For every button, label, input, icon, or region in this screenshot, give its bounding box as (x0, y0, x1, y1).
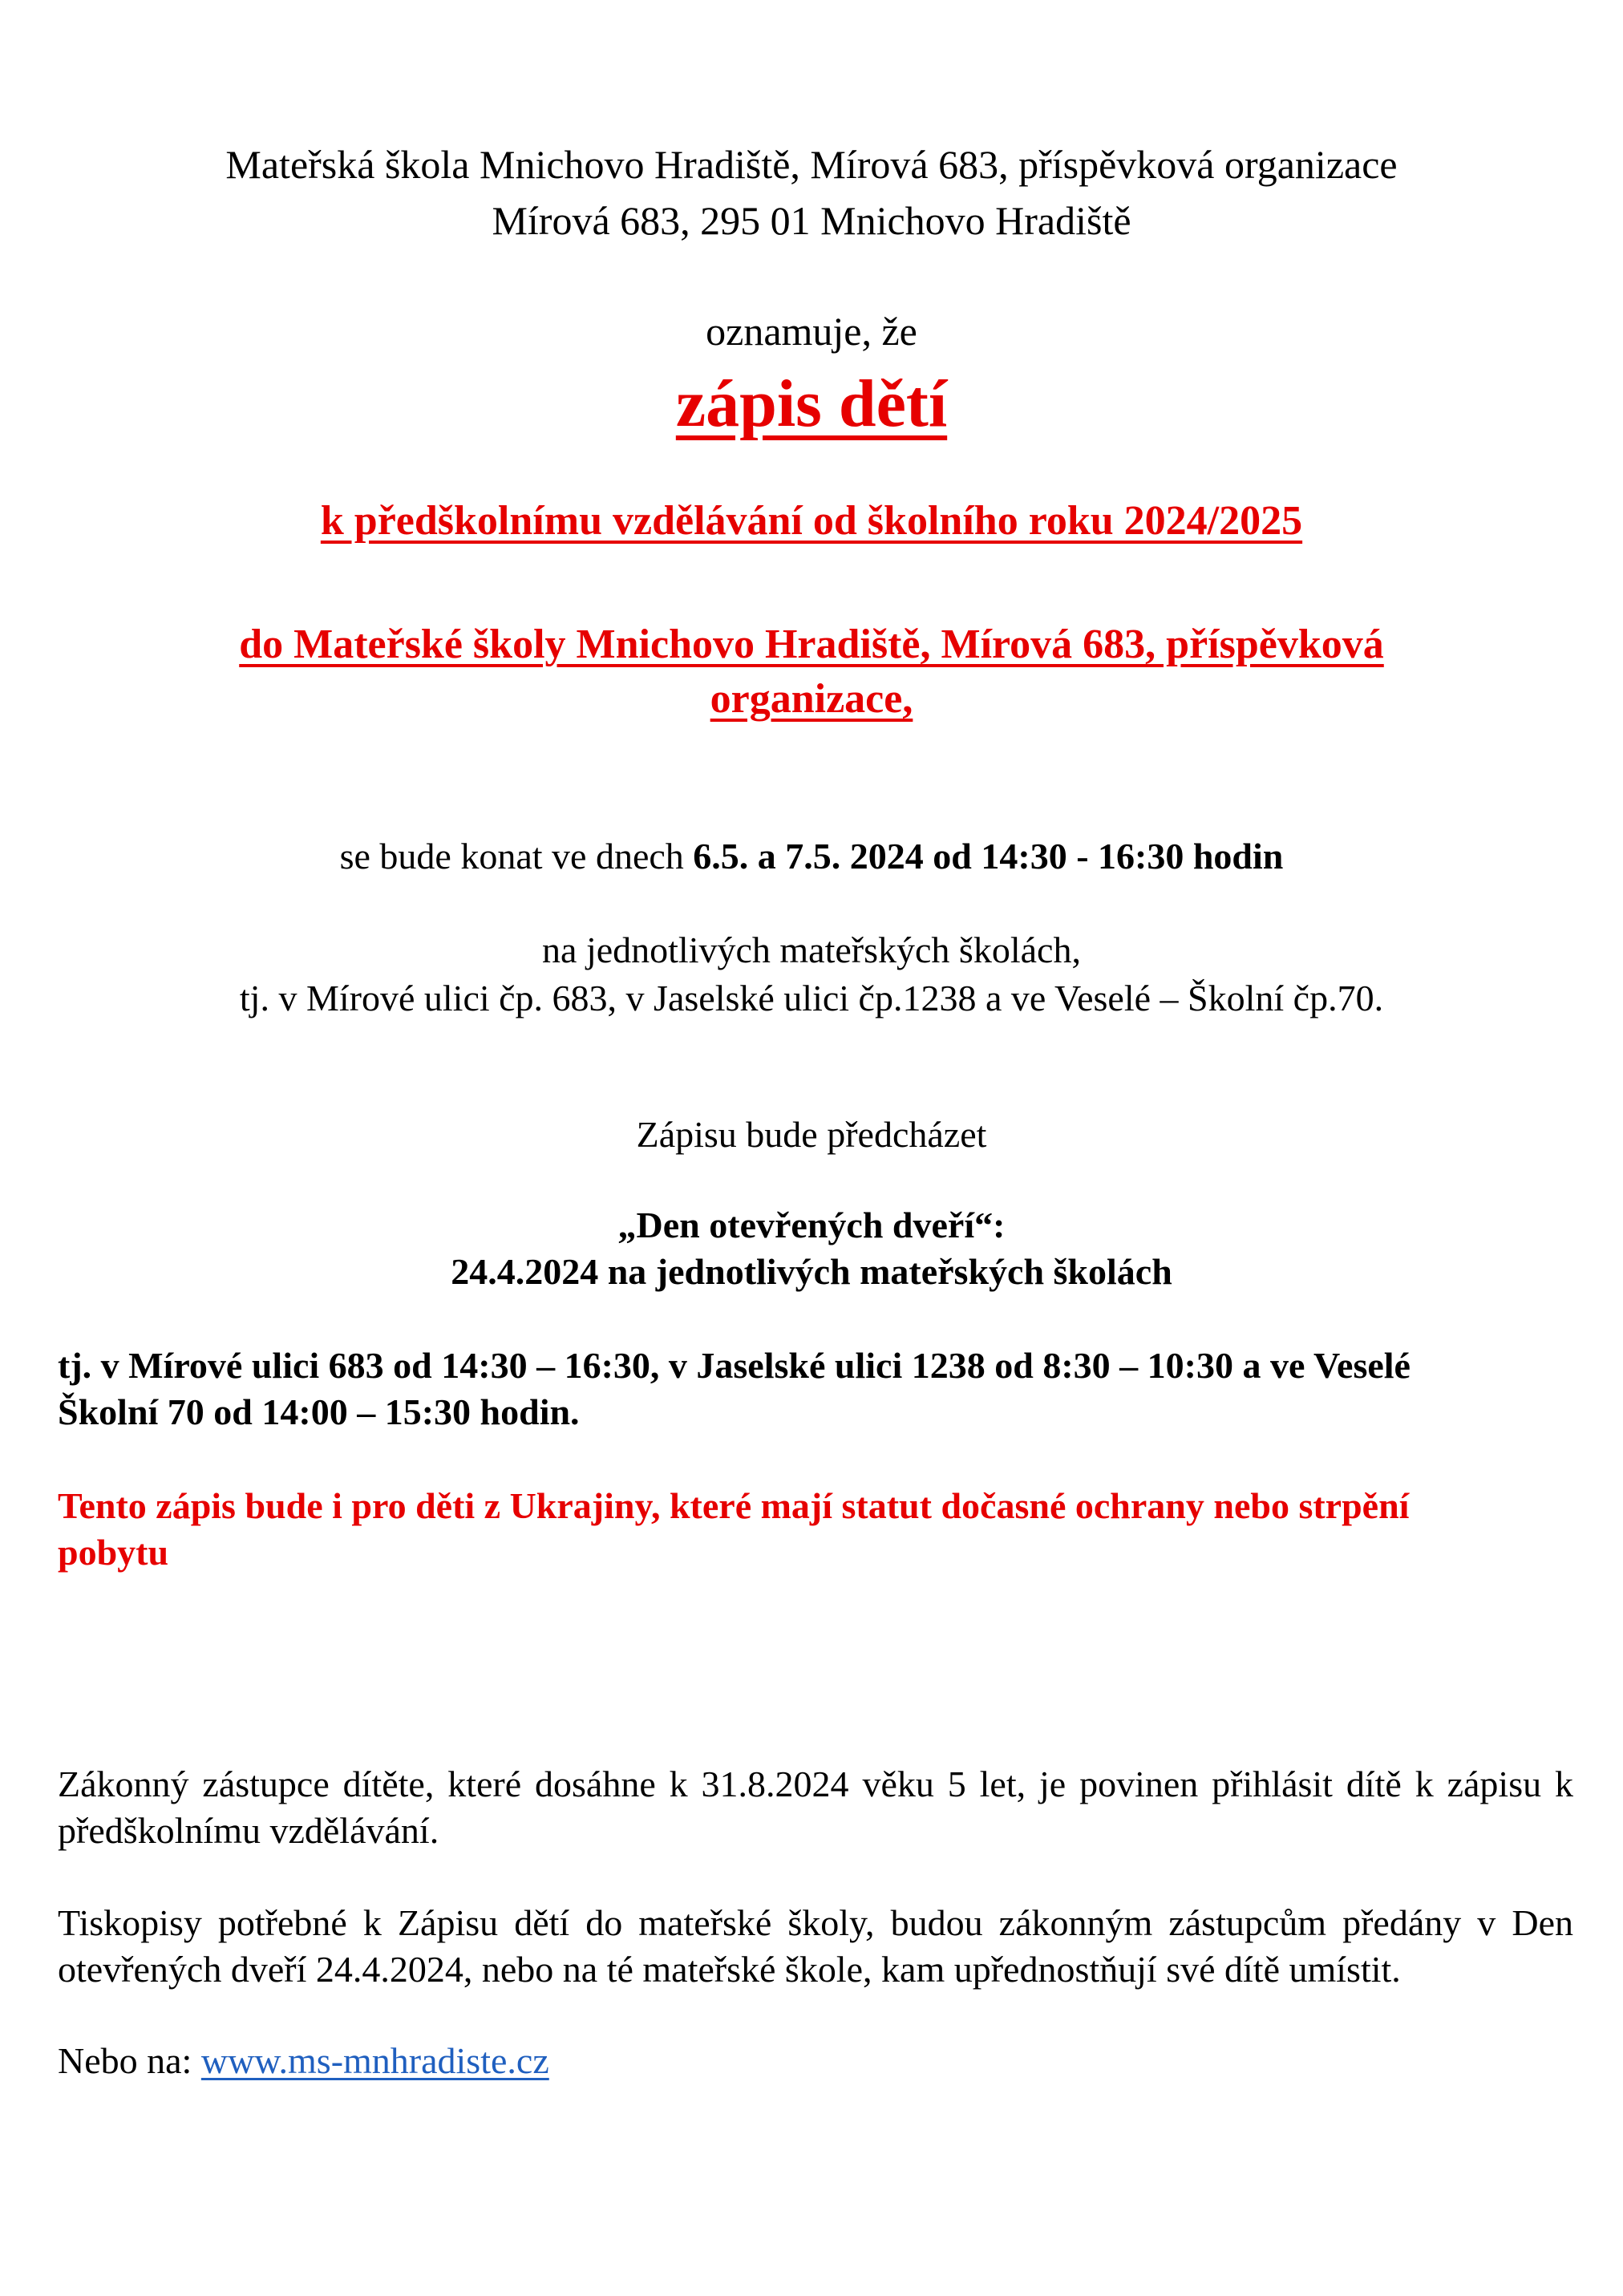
header-line-2: Mírová 683, 295 01 Mnichovo Hradiště (492, 198, 1131, 243)
open-day-title: „Den otevřených dveří“: (617, 1205, 1006, 1245)
legal-paragraph: Zákonný zástupce dítěte, které dosáhne k 31.8.2024 věku 5 let, je povinen přihlásit dítě k zápisu k předškolnímu vzdělávání. (58, 1764, 1573, 1851)
header-line-1: Mateřská škola Mnichovo Hradiště, Mírová 683, příspěvková organizace (225, 142, 1398, 187)
open-day-date: 24.4.2024 na jednotlivých mateřských školách (451, 1251, 1172, 1292)
announce-title-wrap (0, 366, 1623, 441)
website-link[interactable]: www.ms-mnhradiste.cz (200, 2040, 549, 2081)
open-day-times-line-1: tj. v Mírové ulici 683 od 14:30 – 16:30, v Jaselské ulici 1238 od 8:30 – 10:30 a ve Veselé (58, 1345, 1411, 1386)
announce-title: zápis dětí (675, 366, 948, 441)
announce-target-wrap-1 (0, 624, 1623, 666)
announce-target-line-1: do Mateřské školy Mnichovo Hradiště, Mírová 683, příspěvková (239, 622, 1384, 667)
ukraine-note-line-2: pobytu (58, 1532, 169, 1573)
announce-target-line-2: organizace, (710, 676, 913, 722)
link-prefix: Nebo na: (58, 2040, 201, 2081)
schedule-line (0, 838, 1623, 875)
schedule-places-line-1: na jednotlivých mateřských školách, (542, 929, 1081, 970)
link-line (58, 2040, 1573, 2081)
schedule-places-line-2: tj. v Mírové ulici čp. 683, v Jaselské ulici čp.1238 a ve Veselé – Školní čp.70. (239, 978, 1384, 1018)
announce-intro: oznamuje, že (706, 309, 917, 354)
schedule-prefix: se bude konat ve dnech (339, 836, 694, 877)
forms-paragraph: Tiskopisy potřebné k Zápisu dětí do mateřské školy, budou zákonným zástupcům předány v Den otevřených dveří 24.4.2024, nebo na té mateřské škole, kam upřednostňují své dítě umístit. (58, 1902, 1573, 1990)
schedule-dates: 6.5. a 7.5. 2024 od 14:30 - 16:30 hodin (693, 836, 1284, 877)
announce-subtitle: k předškolnímu vzdělávání od školního roku 2024/2025 (320, 498, 1303, 544)
open-day-intro: Zápisu bude předcházet (636, 1114, 987, 1155)
open-day-times-line-2: Školní 70 od 14:00 – 15:30 hodin. (58, 1391, 580, 1432)
announce-target-wrap-2 (0, 678, 1623, 720)
ukraine-note-line-1: Tento zápis bude i pro děti z Ukrajiny, které mají statut dočasné ochrany nebo strpění (58, 1485, 1410, 1526)
announce-subtitle-wrap (0, 500, 1623, 542)
